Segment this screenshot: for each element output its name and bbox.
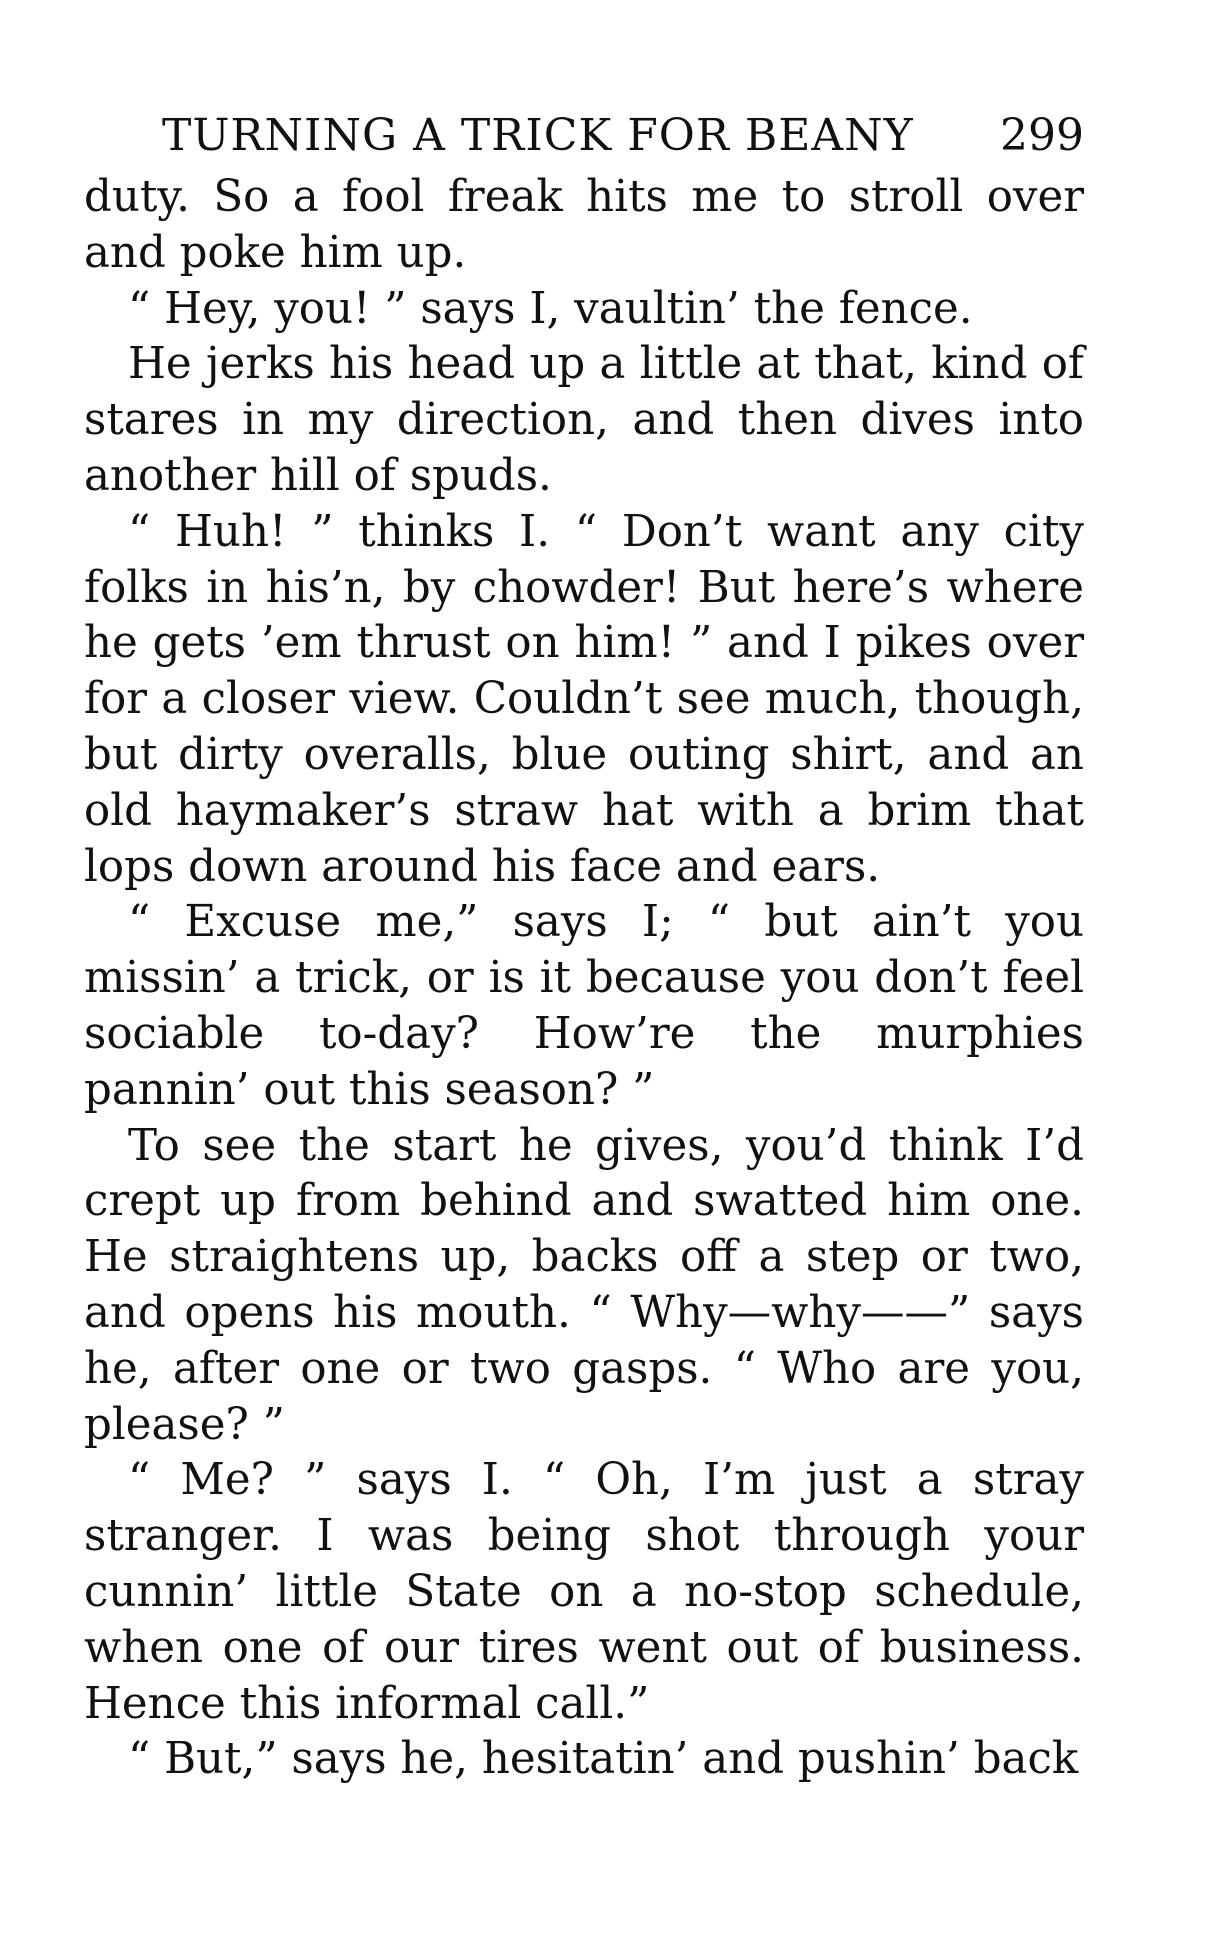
paragraph: “ Hey, you! ” says I, vaultin’ the fence. <box>128 283 973 334</box>
paragraph: “ Excuse me,” says I; “ but ain’t you missin’ a trick, or is it because you don’t feel sociable to-day? How’re the murphies pannin’ out this season? ” <box>84 897 1084 1115</box>
paragraph: To see the start he gives, you’d think I’d crept up from behind and swatted him one. He straightens up, backs off a step or two, and opens his mouth. “ Why—why——” says he, after one or two gasps. “ Who are you, please? ” <box>84 1120 1084 1450</box>
page-number: 299 <box>1000 110 1084 161</box>
paragraph: He jerks his head up a little at that, kind of stares in my direction, and then dives into another hill of spuds. <box>84 339 1084 501</box>
book-page <box>84 108 1084 1788</box>
body-text <box>84 170 1084 1788</box>
paragraph: duty. So a fool freak hits me to stroll over and poke him up. <box>84 172 1084 278</box>
paragraph: “ Me? ” says I. “ Oh, I’m just a stray stranger. I was being shot through your cunnin’ little State on a no-stop schedule, when one of our tires went out of business. Hence this informal call.” <box>84 1455 1084 1729</box>
paragraph: “ But,” says he, hesitatin’ and pushin’ back <box>128 1734 1079 1785</box>
running-title: TURNING A TRICK FOR BEANY <box>162 110 914 161</box>
paragraph: “ Huh! ” thinks I. “ Don’t want any city folks in his’n, by chowder! But here’s where he gets ’em thrust on him! ” and I pikes over for a closer view. Couldn’t see much, though, but dirty overalls, blue outing shirt, and an old haymaker’s straw hat with a brim that lops down around his face and ears. <box>84 506 1084 892</box>
running-head <box>84 108 1084 170</box>
